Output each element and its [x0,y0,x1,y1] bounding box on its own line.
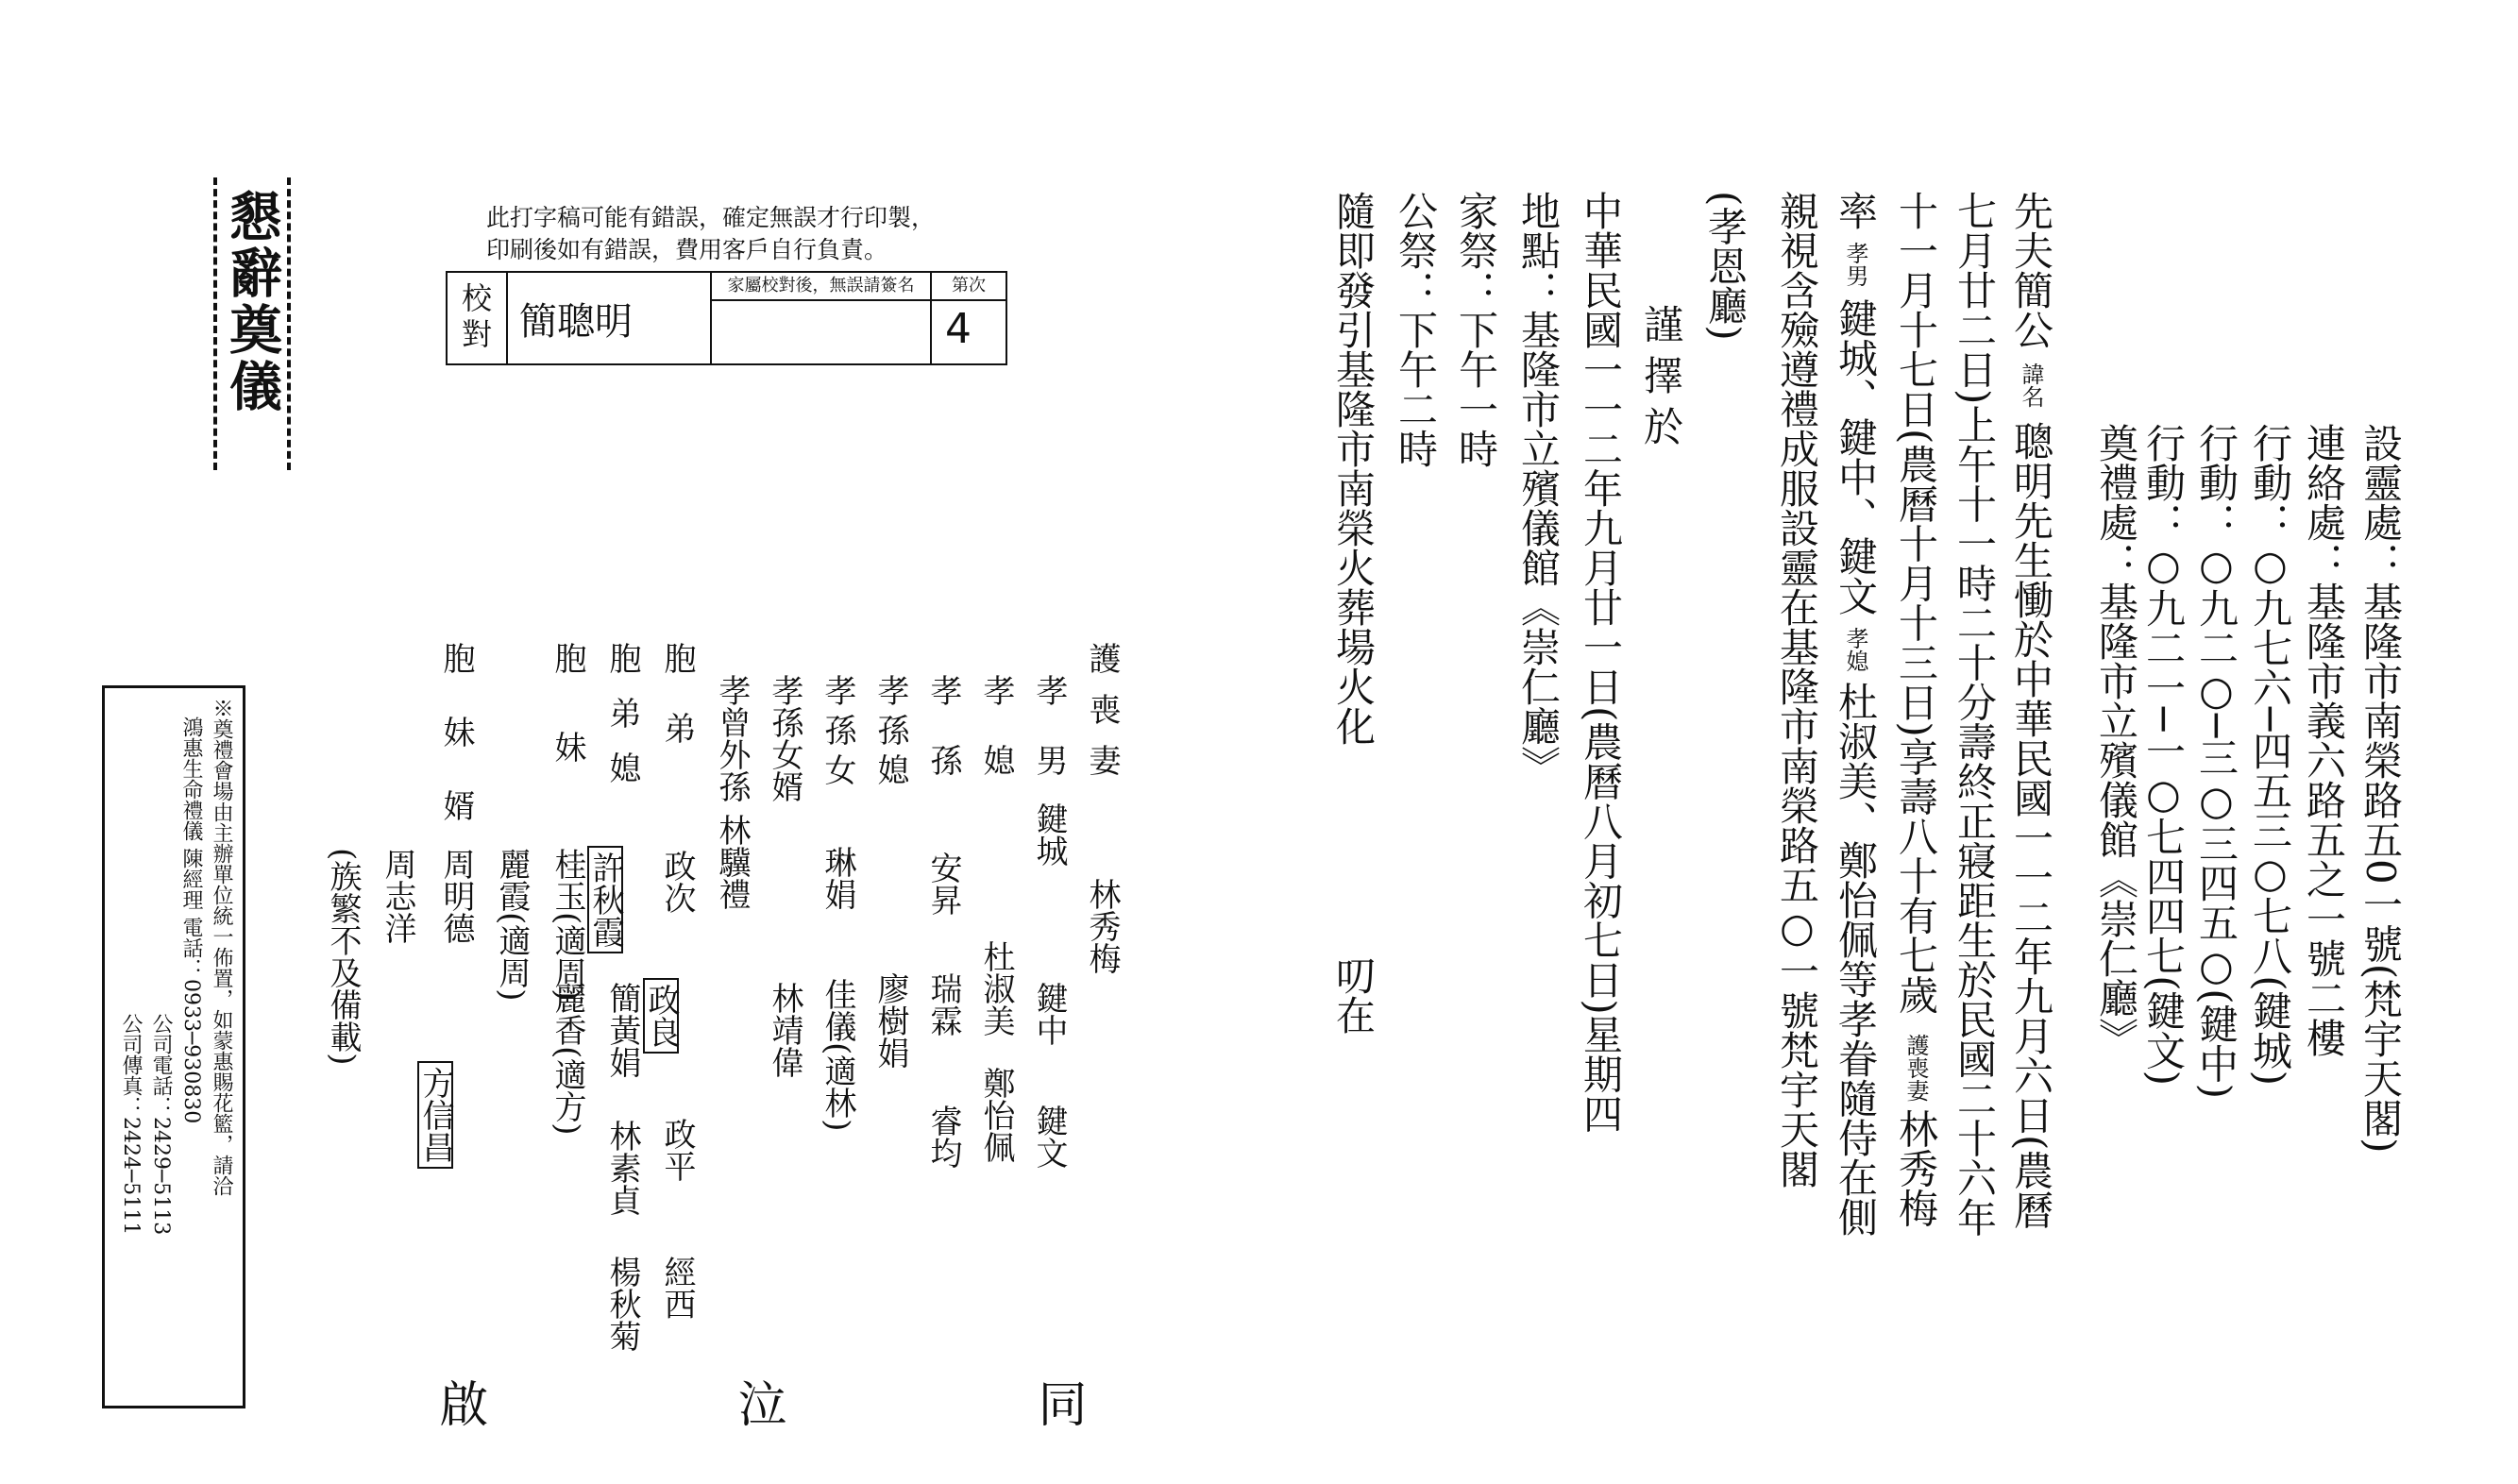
mourner-relation-6: 孝孫女 [819,674,856,793]
announcement-line5: 親視含殮遵禮成服設靈在基隆市南榮路五○一號梵宇天閣 [1774,191,1820,1189]
mourner-name-3b: 鄭怡佩 [977,1067,1015,1163]
cremation-line: 隨即發引基隆市南榮火葬場火化 [1330,191,1377,746]
service-place: 地點：基隆市立殯儀館《崇仁廳》 [1515,191,1562,785]
jin-ze-yu: 謹擇於 [1638,304,1684,457]
mourner-relation-1: 護喪妻 [1083,642,1121,795]
mourner-name-3a: 杜淑美 [977,940,1015,1037]
proofread-notice [486,202,935,266]
announcement-line4 [1833,191,1879,1237]
proofread-table [446,271,1007,365]
mourner-name-9d: 經西 [658,1256,696,1320]
mourner-name-10d: 楊秋菊 [603,1256,641,1352]
service-date: 中華民國一一二年九月廿一日(農曆八月初七日)星期四 [1578,191,1624,1134]
location-line-4: 行動：○九二○─三○三四五○(鍵中) [2193,423,2239,1100]
announcement-line4-a: 率 [1833,191,1879,230]
announcement-line1-a: 先夫簡公 [2008,191,2054,349]
proofread-label-top: 校 [461,280,492,316]
closing-qi: 泣 [729,1378,786,1427]
mourner-name-11a: 桂玉(適周) [549,848,586,1002]
proof-count-cell [932,273,1006,363]
proofread-notice-line1: 此打字稿可能有錯誤，確定無誤才行印製， [486,204,936,231]
mourner-name-2c: 鍵文 [1030,1105,1068,1169]
mourner-relation-10: 胞弟媳 [603,642,641,806]
florist-note-line1: ※奠禮會場由主辦單位統一佈置，如蒙惠賜花籃，請洽 [210,698,233,1196]
mourner-name-9b: 政良 [643,978,679,1054]
mourner-relation-5: 孝孫媳 [871,674,909,793]
proofread-label [448,273,508,363]
florist-note-line2: 鴻惠生命禮儀 陳經理 電話：0933─930830 [179,717,203,1124]
mourner-name-4a: 安昇 [924,852,962,916]
mourner-relation-7: 孝孫女婿 [766,674,803,802]
proof-count-label: 第次 [932,273,1006,301]
announcement-line4-c: 杜淑美、鄭怡佩等孝眷隨侍在側 [1833,682,1879,1237]
location-line-5: 行動：○九二一─一○七四四七(鍵文) [2140,423,2187,1087]
family-signature-label: 家屬校對後，無誤請簽名 [712,273,930,301]
family-rite-time: 家祭：下午一時 [1453,191,1499,468]
announcement-line1-b: 聰明先生慟於中華民國一一二年九月六日(農曆 [2008,421,2054,1230]
announcement-line6: (孝恩廳) [1702,191,1749,341]
announcement-line3-b: 林秀梅 [1893,1108,1939,1228]
announcement-line3 [1893,191,1939,1228]
mourner-relation-12: 胞妹婿 [437,642,475,863]
mourner-relation-2: 孝男 [1030,674,1068,814]
mourner-relation-11: 胞妹 [549,642,586,819]
document-title: 懇辭奠儀 [221,189,283,415]
mourner-name-11b: 麗香(適方) [549,982,586,1136]
proof-count-value: 4 [945,305,972,353]
mourner-relation-3: 孝媳 [977,674,1015,814]
mourner-name-7a: 林靖偉 [766,982,803,1078]
mourner-name-10a: 許秋霞 [587,846,623,953]
location-line-6: 奠禮處：基隆市立殯儀館《崇仁廳》 [2093,423,2139,1057]
mourner-name-6b: 佳儀(適林) [819,978,856,1132]
family-signature-cell[interactable] [712,273,932,363]
location-line-1: 設靈處：基隆市南榮路五0一號(梵宇天閣) [2357,423,2404,1154]
mourner-name-4b: 瑞霖 [924,972,962,1037]
dao-zai: 叨在 [1330,955,1377,1035]
mourner-name-2b: 鍵中 [1030,982,1068,1046]
proofread-notice-line2: 印刷後如有錯誤，費用客戶自行負責。 [486,236,888,263]
hu-sang-qi-label: 護喪妻 [1902,1033,1929,1102]
mourner-name-9c: 政平 [658,1118,696,1182]
mourner-relation-4: 孝孫 [924,674,962,814]
mourner-relation-9: 胞弟 [658,642,696,782]
mourner-name-12c: 方信昌 [417,1061,453,1169]
mourner-names-1: 林秀梅 [1083,878,1121,974]
mourner-name-9a: 政次 [658,850,696,914]
mourner-extra-2: (族繁不及備載) [324,848,362,1066]
mourner-name-5a: 廖樹娟 [871,972,909,1069]
title-box [213,177,291,470]
huiming-label: 諱名 [2018,363,2044,408]
mourner-name-8a: 林驥禮 [713,814,751,910]
florist-note-line3: 公司電話：2429─5113 [149,1013,173,1236]
proofread-name: 簡聰明 [508,273,712,363]
mourner-name-6a: 琳娟 [819,846,856,910]
location-line-2: 連絡處：基隆市義六路五之一號二樓 [2301,423,2347,1057]
mourner-name-12a: 麗霞(適周) [493,848,531,1002]
announcement-line3-a: 十一月十七日(農曆十月十三日)享壽八十有七歲 [1893,191,1939,1015]
closing-tong: 同 [1029,1378,1086,1427]
xiao-nan-label: 孝男 [1842,242,1868,287]
mourner-relation-8: 孝曾外孫 [713,674,751,802]
proofread-label-bottom: 對 [461,316,492,352]
announcement-line4-b: 鍵城、鍵中、鍵文 [1833,298,1879,616]
location-line-3: 行動：○九七六─四五三○七八(鍵城) [2247,423,2293,1087]
mourner-name-10b: 簡黃娟 [603,982,641,1078]
mourner-name-4c: 睿均 [924,1105,962,1169]
mourner-name-12b: 周明德 [437,848,475,944]
mourner-name-10c: 林素貞 [603,1120,641,1216]
announcement-line2: 七月廿二日)上午十一時二十分壽終正寢距生於民國二十六年 [1952,191,1998,1238]
closing-qi-start: 啟 [431,1378,487,1427]
public-rite-time: 公祭：下午二時 [1393,191,1439,468]
florist-note-box [102,685,245,1408]
xiao-xi-label: 孝媳 [1842,627,1868,672]
announcement-line1 [2008,191,2054,1230]
mourner-extra-1: 周志洋 [379,848,416,944]
mourner-name-2a: 鍵城 [1030,802,1068,867]
florist-note-line4: 公司傳真：2424─5111 [119,1013,143,1236]
